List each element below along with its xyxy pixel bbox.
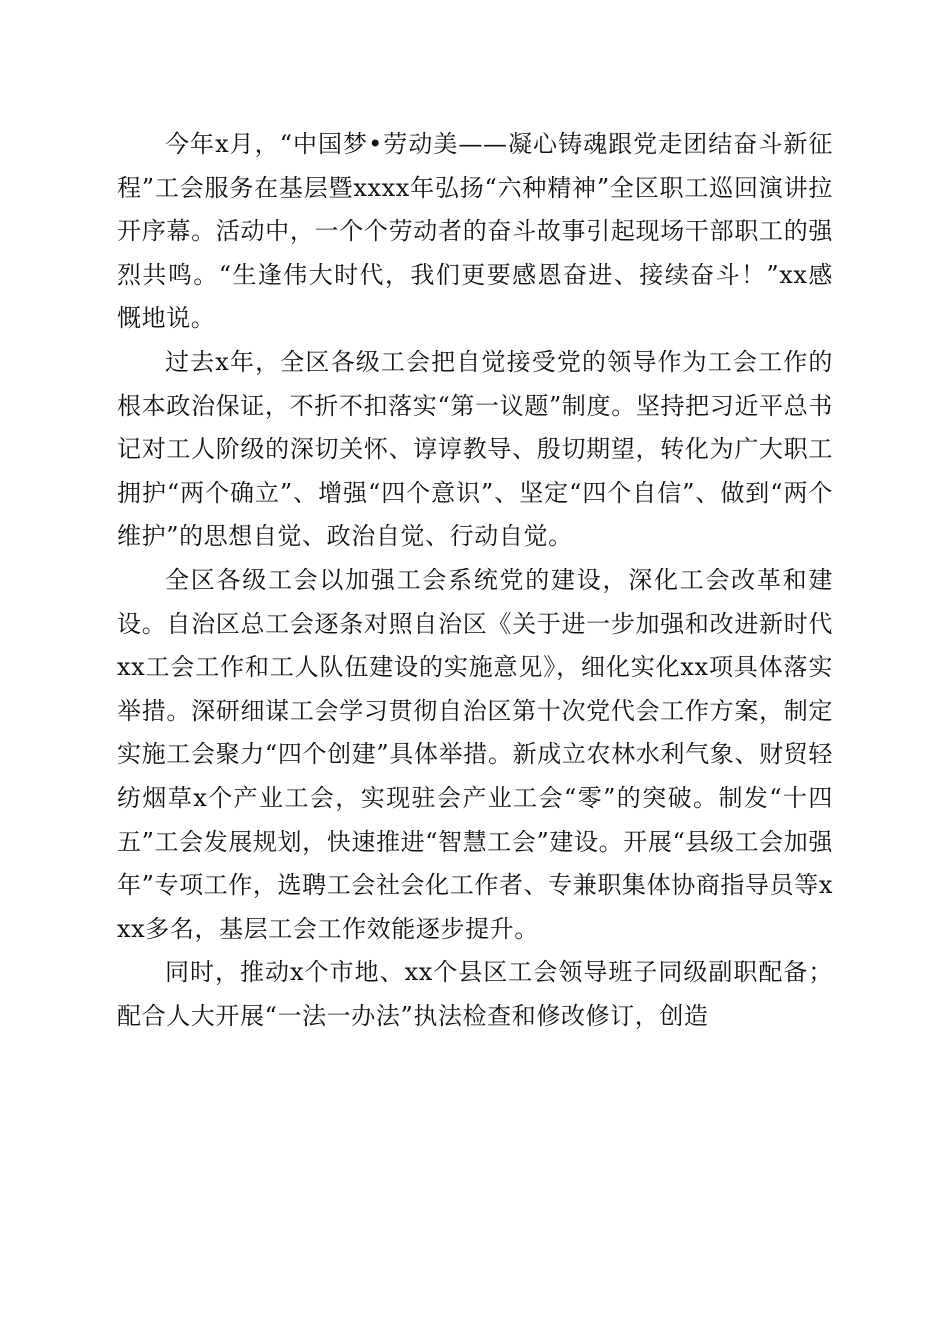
paragraph-2: 过去x年，全区各级工会把自觉接受党的领导作为工会工作的根本政治保证，不折不扣落实“第一议题”制度。坚持把习近平总书记对工人阶级的深切关怀、谆谆教导、殷切期望，转化为广大职工拥护“两个确立”、增强“四个意识”、坚定“四个自信”、做到“两个维护”的思想自觉、政治自觉、行动自觉。	[117, 347, 833, 551]
paragraph-4: 同时，推动x个市地、xx个县区工会领导班子同级副职配备；配合人大开展“一法一办法”执法检查和修改修订，创造	[117, 958, 833, 1030]
paragraph-1: 今年x月，“中国梦•劳动美——凝心铸魂跟党走团结奋斗新征程”工会服务在基层暨xxxx年弘扬“六种精神”全区职工巡回演讲拉开序幕。活动中，一个个劳动者的奋斗故事引起现场干部职工的强烈共鸣。“生逢伟大时代，我们更要感恩奋进、接续奋斗！”xx感慨地说。	[117, 130, 833, 333]
paragraph-3: 全区各级工会以加强工会系统党的建设，深化工会改革和建设。自治区总工会逐条对照自治区《关于进一步加强和改进新时代xx工会工作和工人队伍建设的实施意见》，细化实化xx项具体落实举措。深研细谋工会学习贯彻自治区第十次党代会工作方案，制定实施工会聚力“四个创建”具体举措。新成立农林水利气象、财贸轻纺烟草x个产业工会，实现驻会产业工会“零”的突破。制发“十四五”工会发展规划，快速推进“智慧工会”建设。开展“县级工会加强年”专项工作，选聘工会社会化工作者、专兼职集体协商指导员等xxx多名，基层工会工作效能逐步提升。	[117, 565, 833, 943]
document-body	[117, 123, 833, 1038]
